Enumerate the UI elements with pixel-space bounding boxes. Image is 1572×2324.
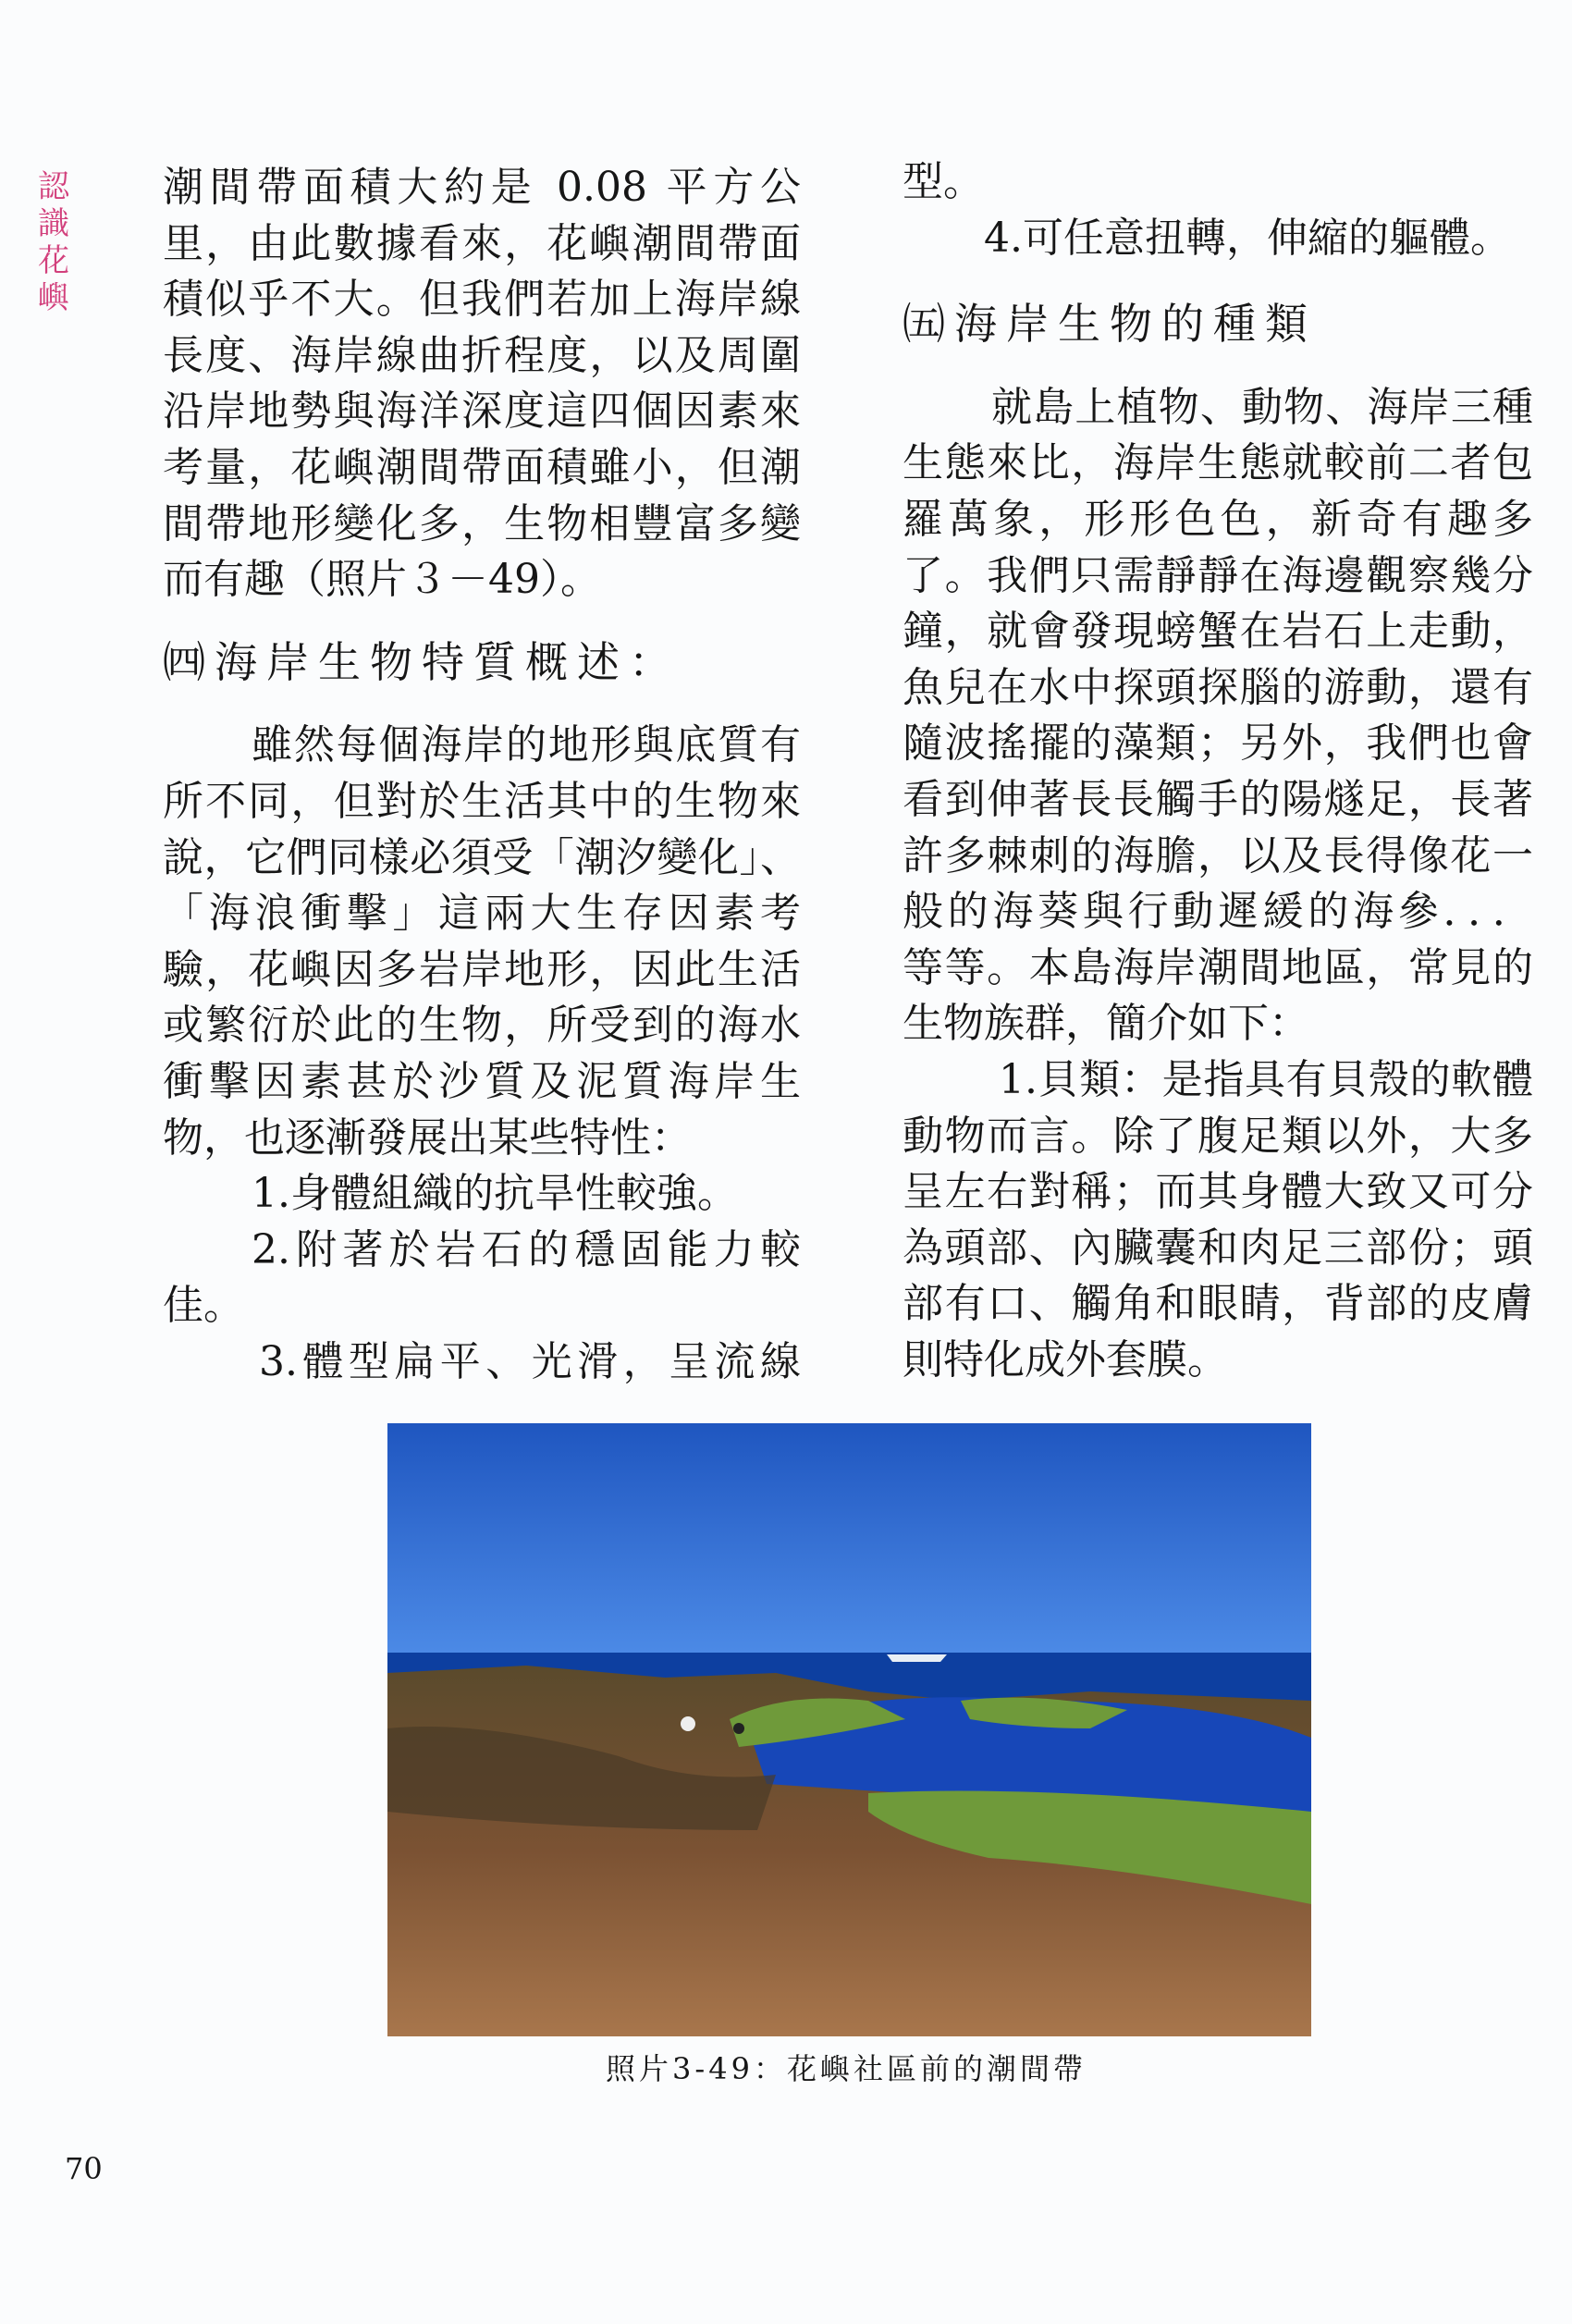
section-heading-4: ㈣海岸生物特質概述：	[163, 636, 681, 687]
text-line: 或繁衍於此的生物，所受到的海水	[163, 1002, 801, 1050]
text-line: 考量，花嶼潮間帶面積雖小，但潮	[163, 443, 801, 491]
photo-sky	[387, 1423, 1311, 1654]
left-column	[163, 160, 801, 1390]
text-line: 看到伸著長長觸手的陽燧足，長著	[903, 775, 1533, 823]
text-line: 2.附著於岩石的穩固能力較	[252, 1225, 801, 1273]
text-line: 羅萬象，形形色色，新奇有趣多	[903, 495, 1533, 543]
text-line: 般的海葵與行動遲緩的海參．．．	[903, 888, 1533, 936]
paragraph-coastal-traits	[163, 718, 801, 1390]
photo-caption: 照片3-49：花嶼社區前的潮間帶	[606, 2051, 1087, 2086]
text-line: 1.貝類：是指具有貝殼的軟體	[999, 1055, 1533, 1103]
text-line: 生物族群，簡介如下：	[903, 1000, 1309, 1048]
text-line: 就島上植物、動物、海岸三種	[991, 383, 1533, 431]
text-line: 間帶地形變化多，生物相豐富多變	[163, 499, 801, 547]
text-line: 生態來比，海岸生態就較前二者包	[903, 439, 1533, 487]
page-number: 70	[65, 2151, 103, 2186]
photo-ship	[887, 1654, 947, 1662]
text-line: 鐘，就會發現螃蟹在岩石上走動，	[903, 608, 1533, 656]
text-line: 動物而言。除了腹足類以外，大多	[903, 1112, 1533, 1160]
text-line: 「海浪衝擊」這兩大生存因素考	[163, 890, 801, 938]
text-line: 而有趣（照片３－49）。	[163, 556, 601, 604]
text-line: 則特化成外套膜。	[903, 1335, 1228, 1383]
text-line: 潮間帶面積大約是 0.08 平方公	[163, 164, 801, 211]
text-line: 沿岸地勢與海洋深度這四個因素來	[163, 387, 801, 436]
text-line: 驗，花嶼因多岩岸地形，因此生活	[163, 945, 801, 993]
text-line: 部有口、觸角和眼睛，背部的皮膚	[903, 1280, 1533, 1328]
text-line: 所不同，但對於生活其中的生物來	[163, 777, 801, 825]
paragraph-traits-continued	[903, 154, 1533, 266]
text-line: 積似乎不大。但我們若加上海岸線	[163, 276, 801, 324]
text-line: 許多棘刺的海膽，以及長得像花一	[903, 831, 1533, 879]
text-line: 雖然每個海岸的地形與底質有	[252, 721, 801, 769]
text-line: 隨波搖擺的藻類；另外，我們也會	[903, 719, 1533, 768]
text-line: 里，由此數據看來，花嶼潮間帶面	[163, 219, 801, 267]
text-line: 3.體型扁平、光滑，呈流線	[259, 1337, 801, 1385]
text-line: 4.可任意扭轉，伸縮的軀體。	[903, 214, 1511, 262]
paragraph-coastal-species	[903, 380, 1533, 1389]
text-line: 等等。本島海岸潮間地區，常見的	[903, 943, 1533, 991]
text-line: 了。我們只需靜靜在海邊觀察幾分	[903, 551, 1533, 599]
text-line: 為頭部、內臟囊和肉足三部份；頭	[903, 1223, 1533, 1272]
text-line: 魚兒在水中探頭探腦的游動，還有	[903, 663, 1533, 711]
text-line: 型。	[903, 158, 984, 205]
text-line: 佳。	[163, 1282, 244, 1330]
right-column	[903, 154, 1533, 1388]
text-line: 衝擊因素甚於沙質及泥質海岸生	[163, 1057, 801, 1105]
sidebar-section-label: 認識花嶼	[38, 168, 69, 316]
section-heading-5: ㈤海岸生物的種類	[903, 299, 1317, 350]
text-line: 長度、海岸線曲折程度，以及周圍	[163, 331, 801, 379]
text-line: 1.身體組織的抗旱性較強。	[252, 1170, 738, 1218]
photo-intertidal-zone	[387, 1423, 1311, 2036]
text-line: 物，也逐漸發展出某些特性：	[163, 1113, 692, 1162]
text-line: 說，它們同樣必須受「潮汐變化」、	[163, 833, 801, 881]
paragraph-intertidal-area	[163, 160, 801, 609]
text-line: 呈左右對稱；而其身體大致又可分	[903, 1168, 1533, 1216]
